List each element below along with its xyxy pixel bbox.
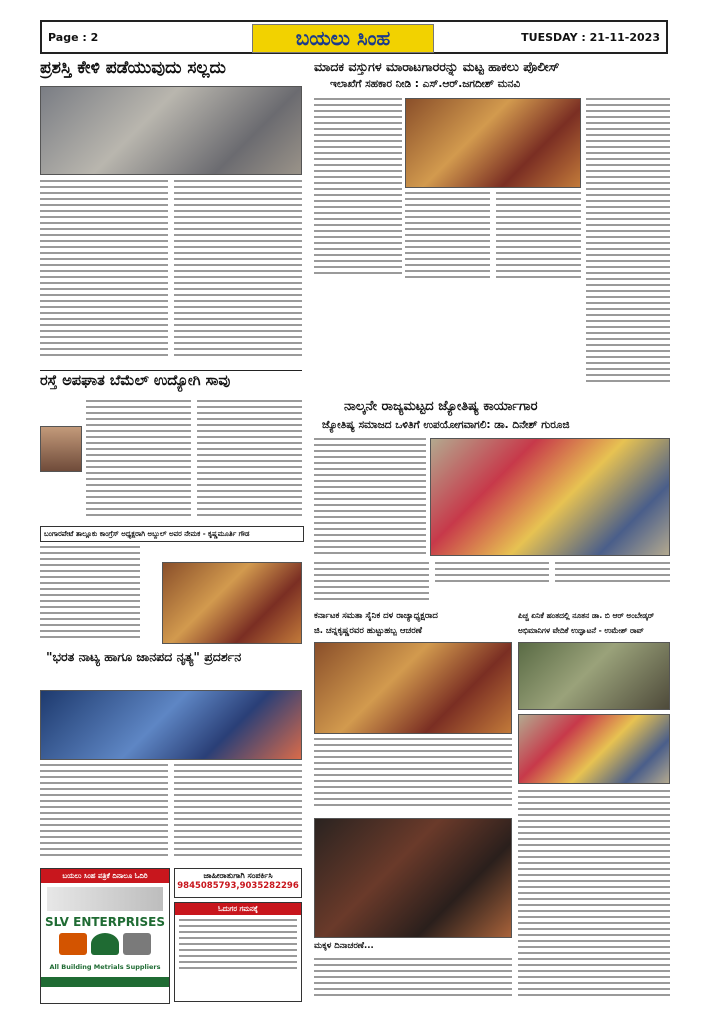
story9-photo (314, 818, 512, 938)
story7-headline: ಪಿಚ್ಚ ಏನಿಕೆ ಹಂತದಲ್ಲಿ ನೂತನ ಡಾ. ಬಿ ಆರ್ ಅಂಬೇಡ್ಕರ್ (518, 612, 655, 620)
slv-logo-strip (47, 887, 163, 911)
story3-headline: ರಸ್ತೆ ಅಪಘಾತ ಬೆಮೆಲ್ ಉದ್ಯೋಗಿ ಸಾವು (40, 374, 231, 389)
story4-body (314, 438, 426, 558)
brick-icon (59, 933, 87, 955)
jahirat-title: ಜಾಹೀರಾತುಗಾಗಿ ಸಂಪರ್ಕಿಸಿ (203, 871, 273, 880)
story7-subheadline: ಅಭಿಮಾನಿಗಳ ವೇದಿಕೆ ಉದ್ಘಾಟನೆ - ಉಮೇಶ್ ರಾವ್ (518, 626, 644, 635)
issue-date: TUESDAY : 21-11-2023 (521, 31, 660, 44)
story9-body (314, 958, 512, 1004)
story5-headline: ಬಂಗಾರಪೇಟೆ ತಾಲ್ಲೂಕು ಕಾಂಗ್ರೆಸ್ ಅಧ್ಯಕ್ಷರಾಗಿ ಅಬ್ದುಲ್ ಅವರ ನೇಮಕ - ಕೃಷ್ಣಮೂರ್ತಿ ಗೌಡ (40, 526, 304, 542)
slv-name: SLV ENTERPRISES (45, 915, 165, 929)
story7-photo-1 (518, 642, 670, 710)
note-title: ಓದುಗರ ಗಮನಕ್ಕೆ (175, 903, 301, 915)
story2-headline: ಮಾದಕ ವಸ್ತುಗಳ ಮಾರಾಟಗಾರರನ್ನು ಮಟ್ಟ ಹಾಕಲು ಪೊಲೀಸ್ (314, 60, 560, 74)
story1-body (40, 180, 302, 366)
newspaper-page (32, 18, 677, 1008)
story8-body (40, 764, 302, 860)
story7-photo-2 (518, 714, 670, 784)
page-header (40, 20, 668, 54)
story6-headline: ಕರ್ನಾಟಕ ಸಮತಾ ಸೈನಿಕ ದಳ ರಾಜ್ಯಾಧ್ಯಕ್ಷರಾದ (314, 612, 438, 621)
jahirat-phone: 9845085793,9035282296 (177, 881, 299, 891)
jahirat-ad (174, 868, 302, 898)
story2-body-col3 (586, 98, 670, 398)
story2-subheadline: ಇಲಾಖೆಗೆ ಸಹಕಾರ ನೀಡಿ : ಎಸ್.ಆರ್.ಜಗದೀಶ್ ಮನವಿ (330, 78, 521, 90)
story5-body (40, 546, 140, 646)
story6-photo (314, 642, 512, 734)
story1-photo (40, 86, 302, 175)
story2-body-col1 (314, 98, 402, 283)
page-number: Page : 2 (48, 31, 99, 44)
story1-headline: ಪ್ರಶಸ್ತಿ ಕೇಳಿ ಪಡೆಯುವುದು ಸಲ್ಲದು (40, 60, 226, 78)
story4-subheadline: ಜ್ಯೋತಿಷ್ಯ ಸಮಾಜದ ಒಳಿತಿಗೆ ಉಪಯೋಗವಾಗಲಿ: ಡಾ. ದಿನೇಶ್ ಗುರೂಜಿ (322, 419, 570, 431)
story8-headline: "ಭರತ ನಾಟ್ಯ ಹಾಗೂ ಜಾನಪದ ನೃತ್ಯ" ಪ್ರದರ್ಶನ (46, 650, 242, 664)
story6-body (314, 738, 512, 814)
cement-icon (123, 933, 151, 955)
story4-body-bottom (314, 562, 670, 608)
house-icon (91, 933, 119, 955)
story5-photo (162, 562, 302, 644)
slv-product-icons (41, 933, 169, 955)
story4-headline: ನಾಲ್ಕನೇ ರಾಜ್ಯಮಟ್ಟದ ಜ್ಯೋತಿಷ್ಯ ಕಾರ್ಯಾಗಾರ (344, 400, 538, 414)
story6-subheadline: ಜಿ. ಚನ್ನಕೃಷ್ಣರವರ ಹುಟ್ಟುಹಬ್ಬ ಆಚರಣೆ (314, 626, 422, 636)
story4-photo (430, 438, 670, 556)
masthead-logo: ಬಯಲು ಸಿಂಹ (252, 24, 434, 53)
slv-enterprises-ad (40, 868, 170, 1004)
slv-tagline: All Building Metrials Suppliers (49, 963, 161, 971)
column-divider (40, 370, 302, 371)
story2-photo (405, 98, 581, 188)
story3-body (40, 400, 302, 522)
paper-ad-title: ಬಯಲು ಸಿಂಹ ಪತ್ರಿಕೆ ದಿನಾಲೂ ಓದಿರಿ (41, 869, 169, 883)
story9-caption: ಮಕ್ಕಳ ದಿನಾಚರಣೆ... (314, 942, 374, 951)
story7-body (518, 790, 670, 1004)
slv-address-bar (41, 977, 169, 987)
story2-body-col2 (405, 192, 581, 284)
story8-photo (40, 690, 302, 760)
readers-note (174, 902, 302, 1002)
